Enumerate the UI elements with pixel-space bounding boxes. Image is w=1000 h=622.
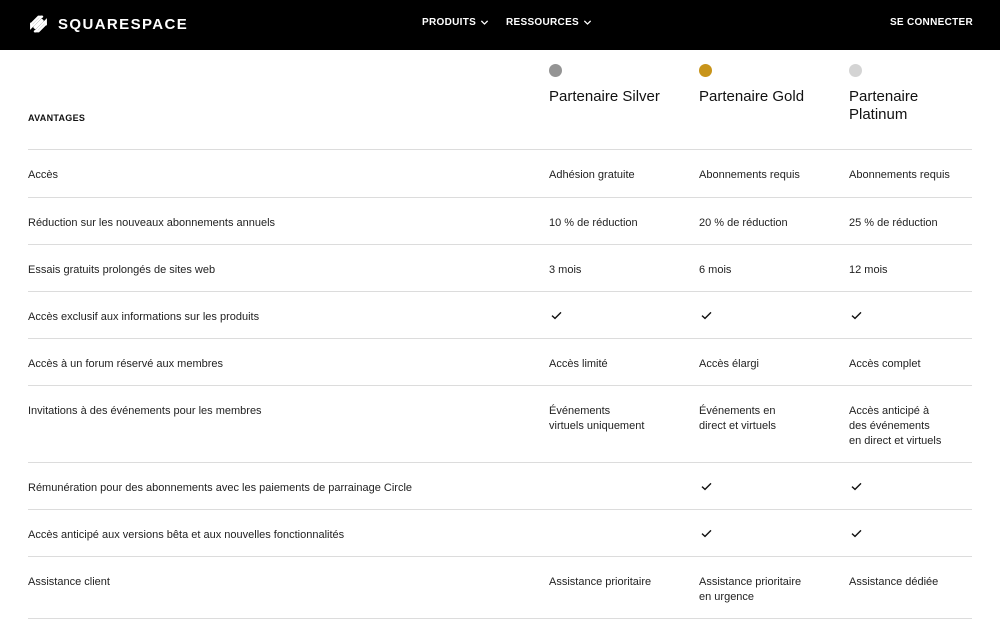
checkmark-icon [551, 311, 562, 320]
nav-products-label: PRODUITS [422, 17, 477, 28]
benefit-label: Réduction sur les nouveaux abonnements annuels [28, 217, 276, 229]
benefit-label: Accès anticipé aux versions bêta et aux nouvelles fonctionnalités [28, 529, 345, 541]
benefits-comparison-table [28, 149, 972, 619]
nav-resources-menu[interactable] [506, 17, 592, 28]
benefit-value-text: en direct et virtuels [849, 435, 942, 447]
table-row [28, 198, 972, 245]
benefit-value-cell [699, 481, 829, 496]
plan-name: Partenaire Platinum [849, 88, 919, 123]
benefit-value-cell [699, 216, 829, 231]
plan-color-dot [699, 64, 712, 77]
benefit-value-text: Accès complet [849, 358, 921, 370]
squarespace-logo[interactable] [27, 13, 188, 35]
benefit-value-text: 25 % de réduction [849, 217, 938, 229]
benefit-value-cell [549, 263, 679, 278]
benefit-value-cell [549, 575, 679, 590]
squarespace-logo-icon [27, 13, 50, 35]
benefit-value-text: Abonnements requis [849, 169, 950, 181]
login-label: SE CONNECTER [889, 17, 973, 28]
nav-products-menu[interactable] [422, 17, 489, 28]
benefit-value-cell [849, 357, 979, 372]
benefit-value-text: 3 mois [549, 264, 582, 276]
login-link[interactable] [890, 17, 973, 28]
benefit-value-cell [849, 404, 979, 449]
benefit-value-text: virtuels uniquement [549, 420, 645, 432]
benefit-value-text: des événements [849, 420, 930, 432]
benefit-value-text: direct et virtuels [699, 420, 777, 432]
benefit-label: Accès [28, 169, 58, 181]
benefit-value-cell [699, 528, 829, 543]
plan-color-dot [549, 64, 562, 77]
benefit-value-cell [549, 310, 679, 325]
benefit-value-text: Accès élargi [699, 358, 759, 370]
benefit-label: Accès exclusif aux informations sur les produits [28, 311, 260, 323]
benefit-value-cell [549, 216, 679, 231]
benefit-value-text: Événements [549, 405, 611, 417]
benefit-value-text: 6 mois [699, 264, 732, 276]
benefit-value-cell [549, 357, 679, 372]
benefit-value-text: Événements en [699, 405, 776, 417]
checkmark-icon [851, 482, 862, 491]
benefit-value-cell [699, 263, 829, 278]
brand-name: SQUARESPACE [58, 15, 189, 33]
benefit-label: Assistance client [28, 576, 110, 588]
benefit-label: Accès à un forum réservé aux membres [28, 358, 224, 370]
plan-header-gold [699, 64, 829, 106]
benefit-value-text: Assistance prioritaire [699, 576, 802, 588]
benefit-value-cell [849, 310, 979, 325]
checkmark-icon [851, 311, 862, 320]
plan-name: Partenaire Gold [699, 88, 805, 105]
table-row [28, 339, 972, 386]
checkmark-icon [701, 482, 712, 491]
benefit-label: Invitations à des événements pour les membres [28, 405, 262, 417]
benefit-value-text: Assistance prioritaire [549, 576, 652, 588]
benefit-value-text: Accès limité [549, 358, 608, 370]
table-row [28, 245, 972, 292]
checkmark-icon [851, 529, 862, 538]
plan-header-silver [549, 64, 679, 106]
benefit-value-text: 12 mois [849, 264, 888, 276]
table-row [28, 510, 972, 557]
benefit-value-cell [549, 168, 679, 183]
benefit-value-cell [699, 168, 829, 183]
checkmark-icon [701, 529, 712, 538]
top-navigation-bar [0, 0, 1000, 50]
plan-header-platinum [849, 64, 979, 124]
benefit-value-cell [849, 263, 979, 278]
table-row [28, 292, 972, 339]
checkmark-icon [701, 311, 712, 320]
table-row [28, 463, 972, 510]
benefit-value-text: 20 % de réduction [699, 217, 788, 229]
benefit-value-cell [699, 310, 829, 325]
benefit-value-text: 10 % de réduction [549, 217, 638, 229]
benefit-label: Rémunération pour des abonnements avec les paiements de parrainage Circle [28, 482, 413, 494]
benefit-value-text: Abonnements requis [699, 169, 800, 181]
plan-name: Partenaire Silver [549, 88, 660, 105]
table-row [28, 150, 972, 198]
benefit-value-cell [699, 404, 829, 434]
benefits-heading: AVANTAGES [28, 113, 86, 123]
benefit-value-cell [849, 575, 979, 590]
benefit-value-text: Accès anticipé à [849, 405, 930, 417]
chevron-down-icon [583, 18, 592, 27]
benefit-value-cell [849, 481, 979, 496]
table-row [28, 386, 972, 463]
benefit-label: Essais gratuits prolongés de sites web [28, 264, 216, 276]
benefit-value-cell [699, 357, 829, 372]
nav-resources-label: RESSOURCES [506, 17, 580, 28]
benefit-value-cell [849, 528, 979, 543]
plan-color-dot [849, 64, 862, 77]
chevron-down-icon [480, 18, 489, 27]
benefit-value-text: Adhésion gratuite [549, 169, 635, 181]
benefit-value-cell [849, 168, 979, 183]
table-row [28, 557, 972, 619]
benefit-value-text: en urgence [699, 591, 755, 603]
benefit-value-cell [849, 216, 979, 231]
benefit-value-text: Assistance dédiée [849, 576, 939, 588]
benefit-value-cell [549, 404, 679, 434]
benefit-value-cell [699, 575, 829, 605]
